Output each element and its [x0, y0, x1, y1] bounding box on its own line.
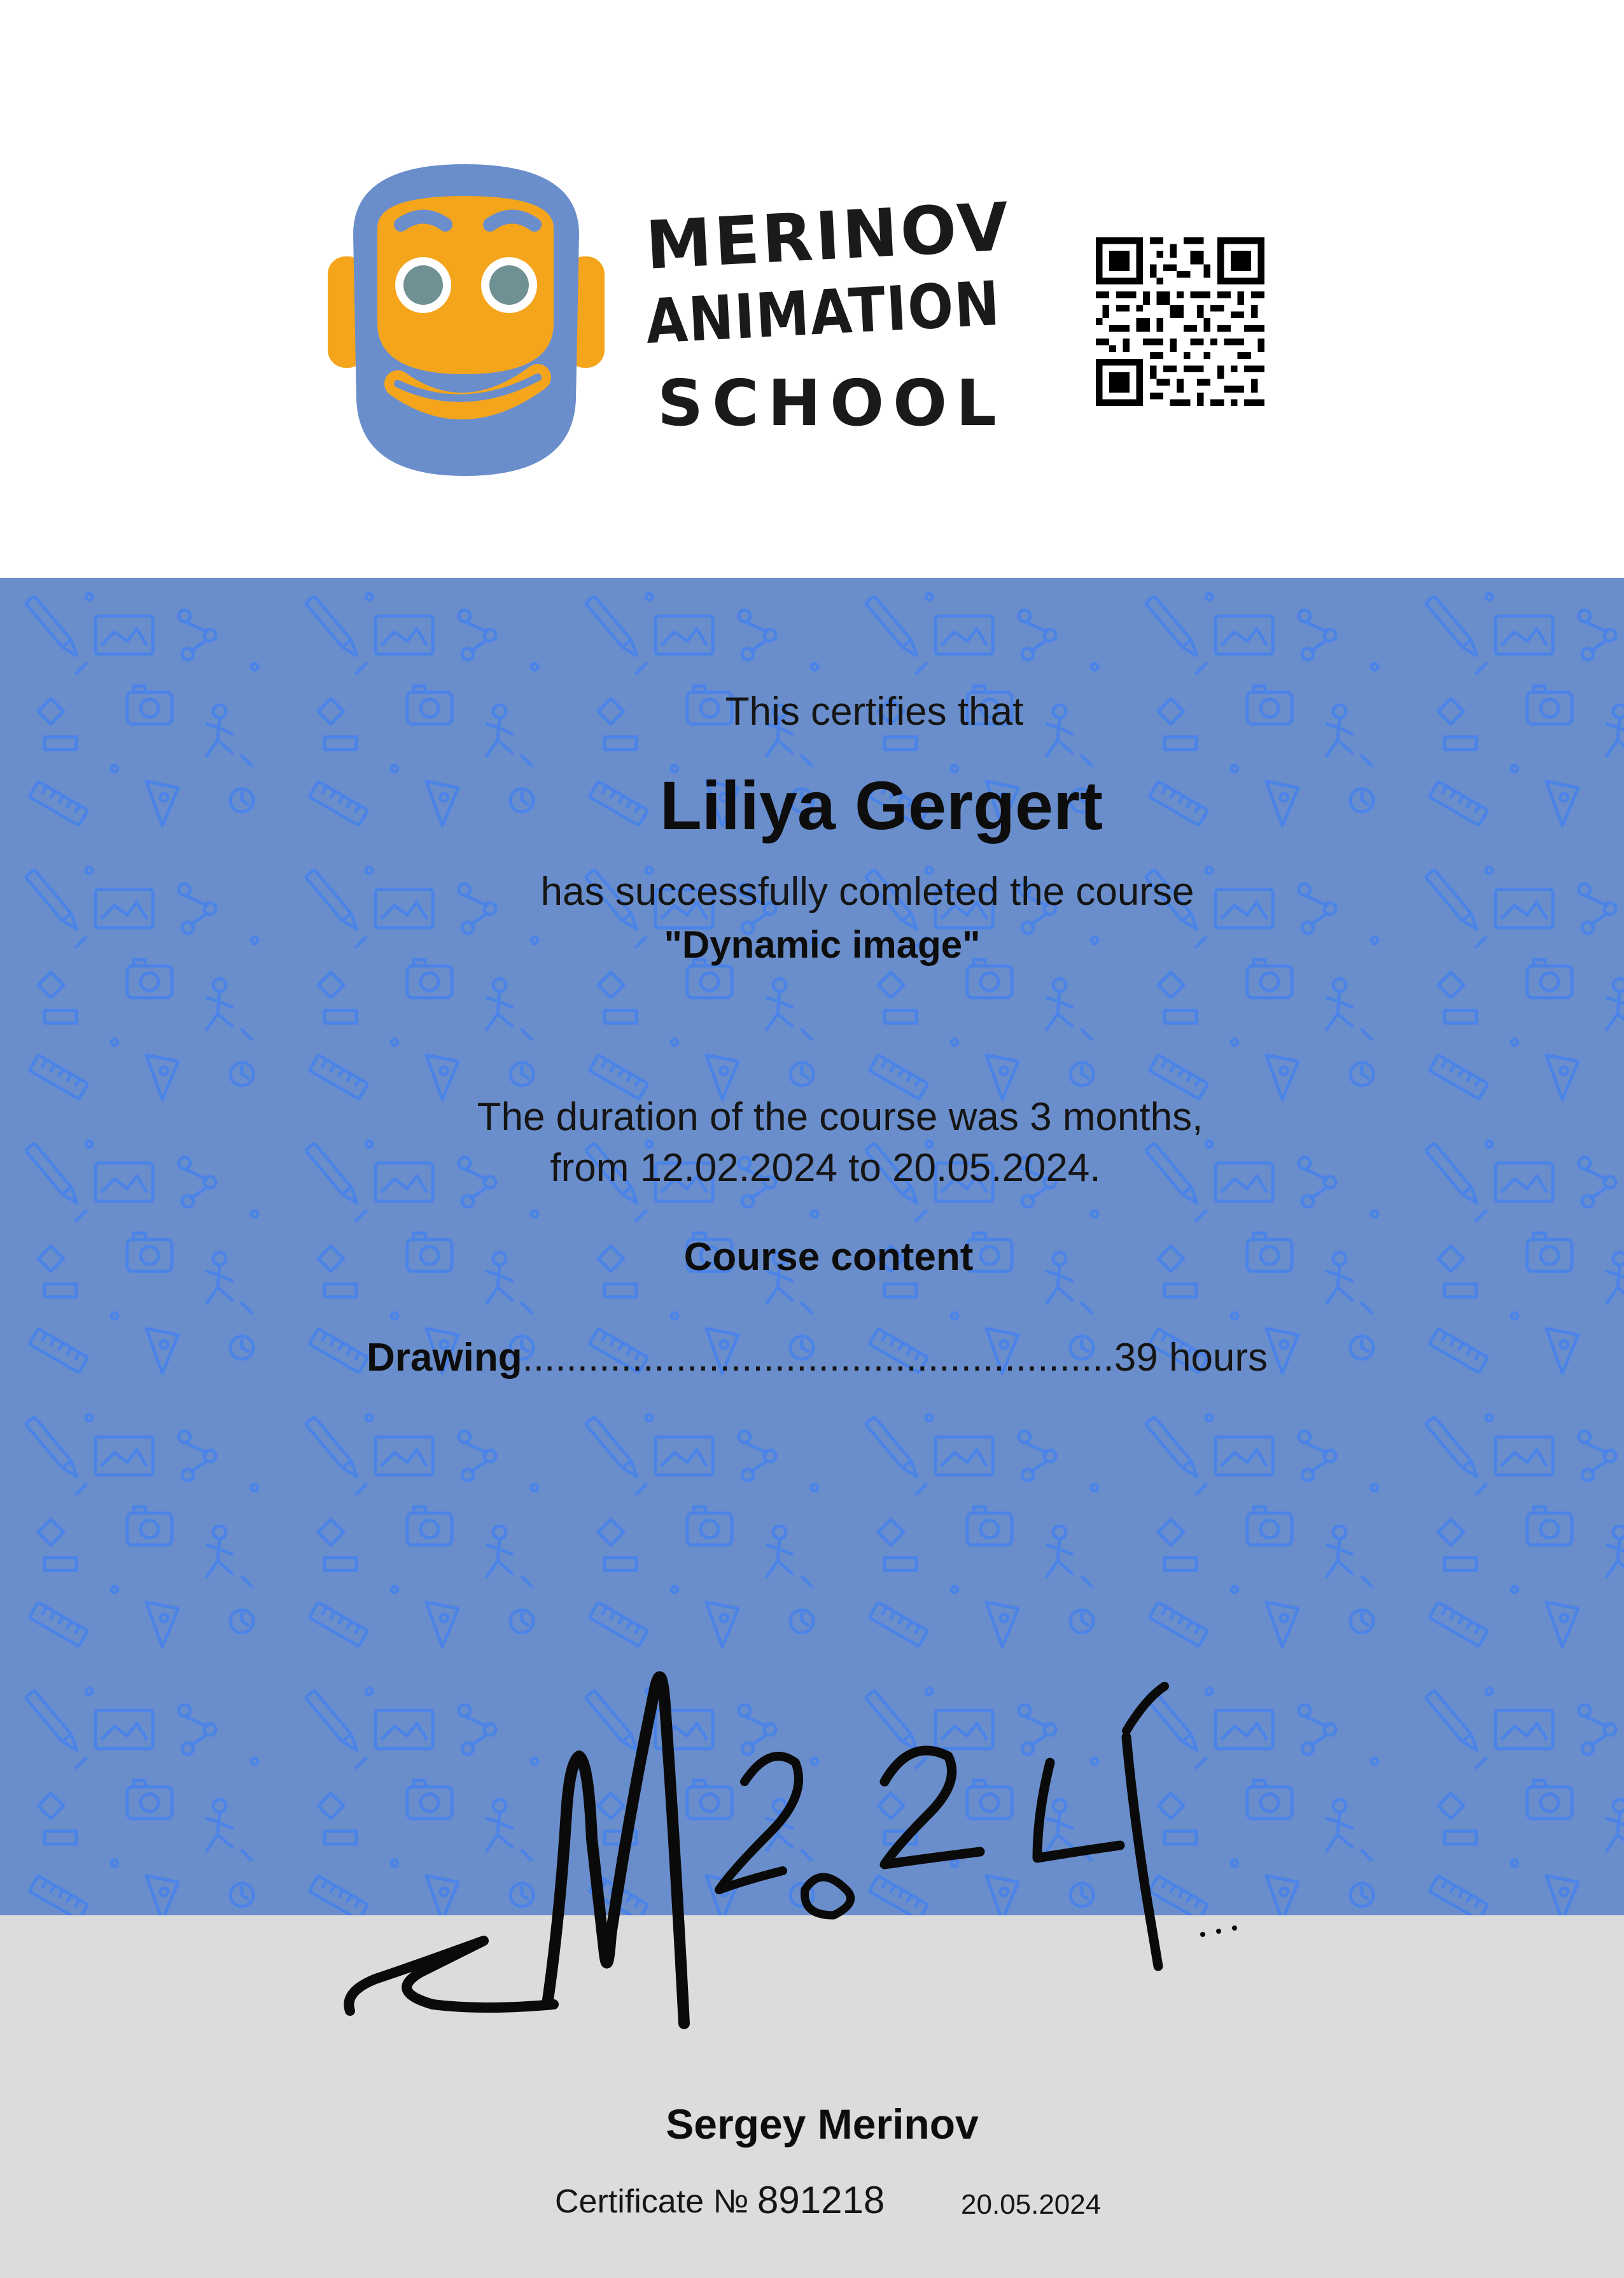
content-hours: 39 hours	[1114, 1336, 1268, 1380]
issue-date: 20.05.2024	[961, 2189, 1102, 2220]
course-content-item	[367, 1335, 1321, 1386]
qr-code-icon	[1096, 237, 1264, 406]
brand-line-1: MERINOV	[643, 188, 1013, 284]
certificate-number: 891218	[757, 2179, 885, 2221]
content-subject: Drawing	[367, 1336, 522, 1380]
certificate-header	[0, 0, 1624, 578]
duration-line-1: The duration of the course was 3 months,	[477, 1095, 1203, 1139]
brand-wordmark	[643, 188, 1028, 442]
handwritten-signature	[337, 1648, 1305, 2030]
signer-name: Sergey Merinov	[666, 2100, 979, 2148]
mascot-logo-icon	[328, 164, 605, 476]
certifies-text: This certifies that	[725, 690, 1024, 734]
course-title: "Dynamic image"	[664, 923, 981, 966]
certificate-label: Certificate №	[555, 2183, 749, 2220]
brand-line-3: SCHOOL	[657, 366, 1005, 440]
course-content-heading: Course content	[683, 1235, 974, 1279]
content-leader-dots: ......................................................	[522, 1336, 1114, 1380]
duration-line-2: from 12.02.2024 to 20.05.2024.	[550, 1146, 1101, 1190]
completion-text: has successfully comleted the course	[540, 870, 1194, 914]
recipient-name: Liliya Gergert	[659, 767, 1103, 844]
brand-line-2: ANIMATION	[644, 267, 1002, 358]
